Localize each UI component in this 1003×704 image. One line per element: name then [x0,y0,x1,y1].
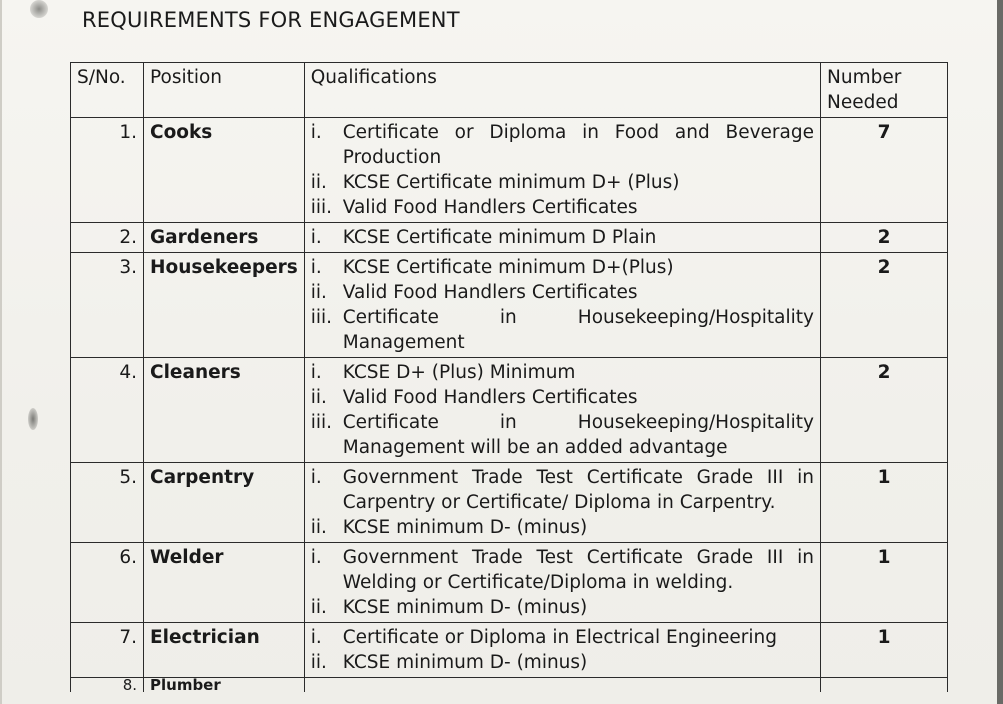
row-position: Gardeners [144,223,305,253]
qualification-numeral: iii. [310,412,333,433]
qualification-text: KCSE D+ (Plus) Minimum [342,362,576,383]
row-position: Welder [144,543,305,623]
table-header-row [71,63,948,118]
row-qualifications [304,223,820,253]
qualification-item [311,385,814,410]
qualification-text: Valid Food Handlers Certificates [342,282,638,303]
row-number-needed: 2 [821,253,948,358]
row-sno: 8. [71,678,144,693]
qualification-item [311,225,814,250]
qualification-text: KCSE minimum D- (minus) [342,652,588,673]
qualification-numeral: i. [310,627,322,648]
qualification-text: Certificate in Housekeeping/Hospitality Management [342,307,814,353]
row-number-needed: 1 [821,543,948,623]
row-sno: 3. [71,253,144,358]
qualification-item [311,255,814,280]
row-qualifications [304,678,820,693]
qualification-text: Certificate in Housekeeping/Hospitality Management will be an added advantage [342,412,814,458]
qualification-item [311,280,814,305]
row-qualifications [304,463,820,543]
row-position: Carpentry [144,463,305,543]
qualification-numeral: iii. [310,307,333,328]
row-position: Cleaners [144,358,305,463]
row-number-needed: 1 [821,463,948,543]
table-row [71,223,948,253]
qualification-text: Government Trade Test Certificate Grade III in Welding or Certificate/Diploma in welding. [342,547,814,593]
qualification-item [311,465,814,515]
qualification-numeral: i. [310,122,322,143]
scan-smudge [30,0,48,18]
qualification-item [311,515,814,540]
qualification-numeral: ii. [310,282,327,303]
row-position: Plumber [144,678,305,693]
qualification-numeral: i. [310,362,322,383]
qualification-text: KCSE minimum D- (minus) [342,597,588,618]
qualification-item [311,625,814,650]
row-position: Electrician [144,623,305,678]
row-qualifications [304,253,820,358]
table-row [71,463,948,543]
table-row [71,623,948,678]
row-sno: 1. [71,118,144,223]
row-number-needed: 1 [821,623,948,678]
row-qualifications [304,623,820,678]
qualification-numeral: ii. [310,652,327,673]
row-number-needed: 2 [821,358,948,463]
qualification-text: KCSE Certificate minimum D+ (Plus) [342,172,680,193]
page-edge [997,0,1003,704]
qualification-text: Certificate or Diploma in Electrical Engineering [342,627,778,648]
qualification-numeral: i. [310,467,322,488]
row-qualifications [304,358,820,463]
scan-smudge [28,408,38,430]
qualification-text: Government Trade Test Certificate Grade III in Carpentry or Certificate/ Diploma in Carpentry. [342,467,814,513]
row-sno: 4. [71,358,144,463]
table-row [71,118,948,223]
row-sno: 5. [71,463,144,543]
row-position: Cooks [144,118,305,223]
qualification-numeral: i. [310,547,322,568]
qualification-text: KCSE Certificate minimum D+(Plus) [342,257,674,278]
requirements-table [70,62,948,692]
qualification-item [311,195,814,220]
table-row [71,253,948,358]
row-qualifications [304,543,820,623]
qualification-text: KCSE Certificate minimum D Plain [342,227,657,248]
qualification-text: Valid Food Handlers Certificates [342,197,638,218]
qualification-text: Certificate or Diploma in Food and Beverage Production [342,122,814,168]
qualification-item [311,120,814,170]
qualification-numeral: i. [310,257,322,278]
row-sno: 6. [71,543,144,623]
qualification-item [311,650,814,675]
row-number-needed [821,678,948,693]
qualification-numeral: ii. [310,597,327,618]
qualification-numeral: ii. [310,517,327,538]
qualification-numeral: ii. [310,387,327,408]
qualification-text: Valid Food Handlers Certificates [342,387,638,408]
row-number-needed: 7 [821,118,948,223]
table-body [71,118,948,693]
row-qualifications [304,118,820,223]
qualification-item [311,410,814,460]
row-sno: 2. [71,223,144,253]
row-position: Housekeepers [144,253,305,358]
qualification-numeral: i. [310,227,322,248]
qualification-item [311,545,814,595]
row-sno: 7. [71,623,144,678]
table-row [71,543,948,623]
qualification-numeral: iii. [310,197,333,218]
qualification-text: KCSE minimum D- (minus) [342,517,588,538]
table-row [71,358,948,463]
row-number-needed: 2 [821,223,948,253]
qualification-item [311,360,814,385]
qualification-item [311,305,814,355]
qualification-item [311,170,814,195]
header-number-needed: Number Needed [821,63,948,118]
qualification-item [311,595,814,620]
header-sno: S/No. [71,63,144,118]
header-qualifications: Qualifications [304,63,820,118]
table-row [71,678,948,693]
qualification-numeral: ii. [310,172,327,193]
document-title: REQUIREMENTS FOR ENGAGEMENT [82,8,460,32]
header-position: Position [144,63,305,118]
